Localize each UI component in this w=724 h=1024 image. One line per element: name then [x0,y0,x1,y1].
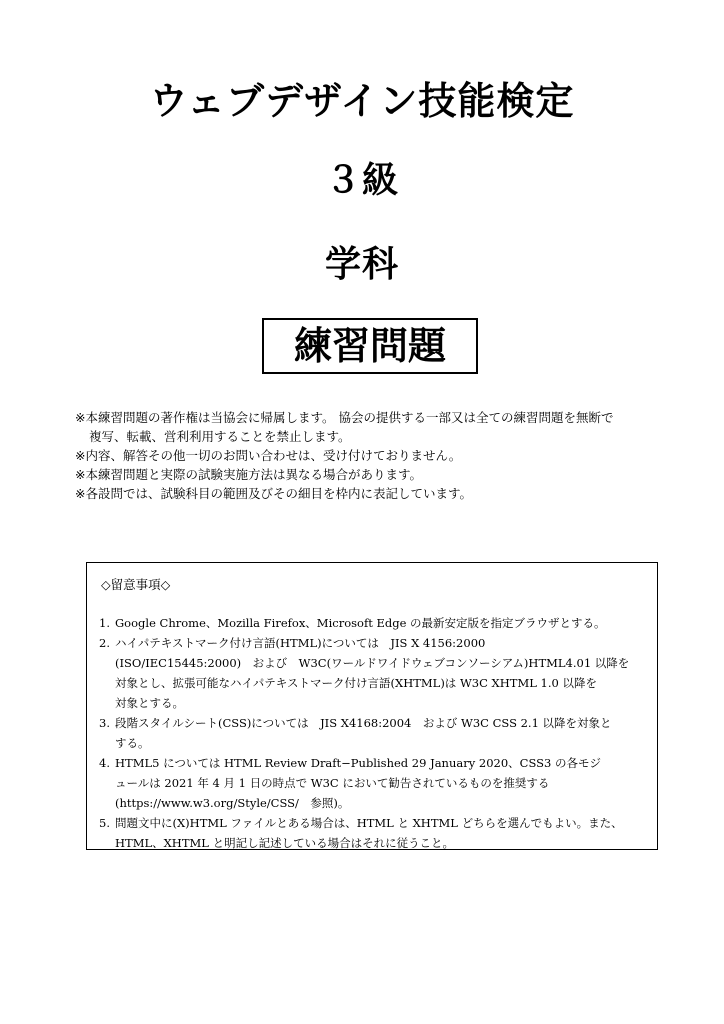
note-line: 複写、転載、営利利用することを禁止します。 [89,429,351,444]
caution-item [99,753,647,813]
note-line: ※各設問では、試験科目の範囲及びその細目を枠内に表記しています。 [75,486,472,501]
caution-item-text: Google Chrome、Mozilla Firefox、Microsoft Edge の最新安定版を指定ブラウザとする。 [115,616,606,630]
caution-item-text: 問題文中に(X)HTML ファイルとある場合は、HTML と XHTML どちらを選んでもよい。また、 [115,816,623,830]
caution-item-number: 3. [99,716,110,730]
practice-questions-label: 練習問題 [262,318,478,374]
caution-item-text: HTML、XHTML と明記し記述している場合はそれに従うこと。 [115,836,455,850]
exam-title: ウェブデザイン技能検定 [149,79,575,123]
note-line: ※本練習問題と実際の試験実施方法は異なる場合があります。 [75,467,422,482]
caution-item-number: 1. [99,616,110,630]
caution-box [86,562,658,850]
copyright-notes [75,408,675,503]
caution-item-text: (ISO/IEC15445:2000) および W3C(ワールドワイドウェブコンソーシアム)HTML4.01 以降を [115,656,630,670]
caution-item-text: 対象とし、拡張可能なハイパテキストマーク付け言語(XHTML)は W3C XHTML 1.0 以降を [115,676,597,690]
caution-item-text: HTML5 については HTML Review Draft−Published 29 January 2020、CSS3 の各モジ [115,756,601,770]
caution-title: ◇留意事項◇ [101,577,171,592]
caution-item [99,633,647,713]
note-line: ※内容、解答その他一切のお問い合わせは、受け付けておりません。 [75,448,462,463]
caution-item-text: 対象とする。 [115,696,184,710]
caution-item-text: ュールは 2021 年 4 月 1 日の時点で W3C において勧告されているものを推奨する [115,776,550,790]
caution-item-text: (https://www.w3.org/Style/CSS/ 参照)。 [115,796,350,810]
caution-item-number: 4. [99,756,110,770]
caution-item-text: 段階スタイルシート(CSS)については JIS X4168:2004 および W3C CSS 2.1 以降を対象と [115,716,612,730]
note-line: ※本練習問題の著作権は当協会に帰属します。 協会の提供する一部又は全ての練習問題を無断で [75,410,614,425]
caution-item-number: 2. [99,636,110,650]
caution-item [99,813,647,853]
exam-grade: ３級 [324,160,399,201]
caution-item-number: 5. [99,816,110,830]
caution-list [99,613,647,853]
caution-item-text: する。 [115,736,150,750]
caution-item-text: ハイパテキストマーク付け言語(HTML)については JIS X 4156:2000 [115,636,486,650]
exam-subject: 学科 [324,244,399,285]
caution-item [99,713,647,753]
caution-item [99,613,647,633]
